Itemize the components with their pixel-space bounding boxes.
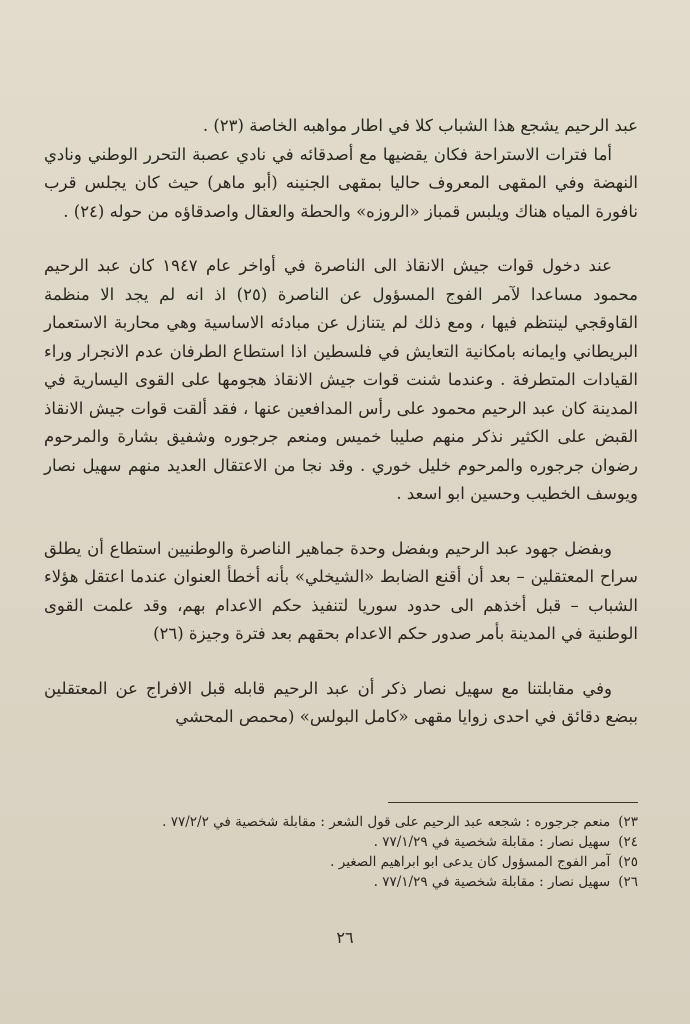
paragraph-4: وبفضل جهود عبد الرحيم وبفضل وحدة جماهير الناصرة والوطنيين استطاع أن يطلق سراح المعتقلين – بعد أن أقنع الضابط «الشيخلي» بأنه أخطأ العنوان عندما اعتقل هؤلاء الشباب – قبل أخذهم الى حدود سوريا لتنفيذ حكم الاعدام بهم، وقد علمت القوى الوطنية في المدينة بأمر صدور حكم الاعدام بحقهم بعد فترة وجيزة (٢٦) — [44, 538, 638, 643]
footnote-26 — [44, 872, 638, 892]
footnote-number: ٢٥) — [618, 854, 638, 870]
paragraph-5: وفي مقابلتنا مع سهيل نصار ذكر أن عبد الرحيم قابله قبل الافراج عن المعتقلين ببضع دقائق في احدى زوايا مقهى «كامل البولس» (محمص المحشي — [44, 678, 638, 726]
footnote-text: سهيل نصار : مقابلة شخصية في ٧٧/١/٢٩ . — [373, 834, 611, 850]
footnote-text: آمر الفوج المسؤول كان يدعى ابو ابراهيم الصغير . — [330, 854, 611, 870]
footnote-text: سهيل نصار : مقابلة شخصية في ٧٧/١/٢٩ . — [373, 874, 611, 890]
footnote-number: ٢٤) — [618, 834, 638, 850]
footnotes — [44, 812, 638, 892]
footnote-divider — [388, 802, 638, 803]
paragraph-1: عبد الرحيم يشجع هذا الشباب كلا في اطار مواهبه الخاصة (٢٣) . — [202, 116, 638, 135]
main-text — [44, 112, 638, 732]
footnote-number: ٢٦) — [618, 874, 638, 890]
page-number: ٢٦ — [336, 928, 354, 947]
footnote-number: ٢٣) — [618, 814, 638, 830]
footnote-25 — [44, 852, 638, 872]
paragraph-2: أما فترات الاستراحة فكان يقضيها مع أصدقائه في نادي عصبة التحرر الوطني ونادي النهضة وفي المقهى المعروف حاليا بمقهى الجنينه (أبو ماهر) حيث كان يجلس قرب نافورة المياه هناك ويلبس قمباز «الروزه» والحطة والعقال واصدقاؤه من حوله (٢٤) . — [44, 144, 638, 221]
paragraph-3: عند دخول قوات جيش الانقاذ الى الناصرة في أواخر عام ١٩٤٧ كان عبد الرحيم محمود مساعدا لآمر الفوج المسؤول عن الناصرة (٢٥) اذ انه لم يجد الا منظمة القاوقجي لينتظم فيها ، ومع ذلك لم يتنازل عن مبادئه الاساسية وهي محاربة الاستعمار البريطاني وايمانه بامكانية التعايش في فلسطين اذا استطاع الطرفان عدم الانجرار وراء القيادات المتطرفة . وعندما شنت قوات جيش الانقاذ هجومها على القوى اليسارية في المدينة كان عبد الرحيم محمود على رأس المدافعين عنها ، فقد ألقت قوات جيش الانقاذ القبض على الكثير نذكر منهم صليبا خميس ومنعم جرجوره وشفيق بشارة والمرحوم رضوان جرجوره والمرحوم خليل خوري . وقد نجا من الاعتقال العديد منهم سهيل نصار ويوسف الخطيب وحسين ابو اسعد . — [44, 256, 638, 503]
footnote-24 — [44, 832, 638, 852]
footnote-text: منعم جرجوره : شجعه عبد الرحيم على قول الشعر : مقابلة شخصية في ٧٧/٢/٢ . — [162, 814, 611, 830]
footnote-23 — [44, 812, 638, 832]
